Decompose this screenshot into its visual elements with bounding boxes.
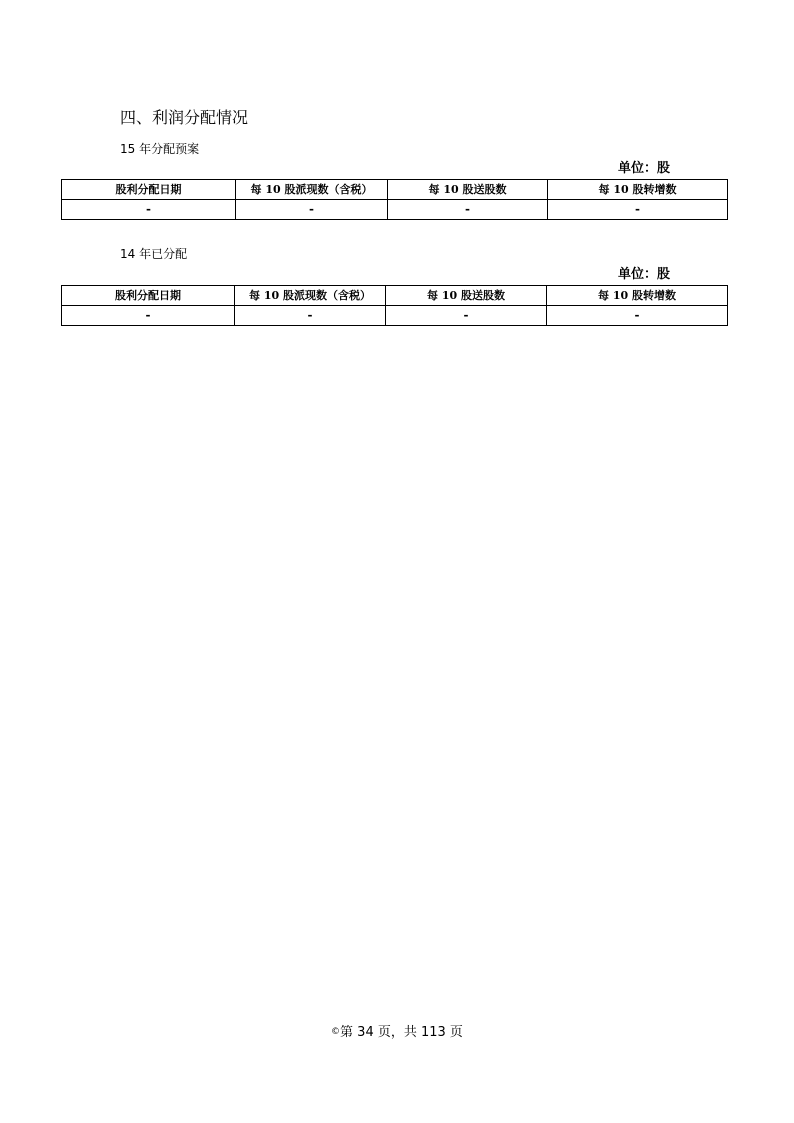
dist-2014-table [61, 285, 728, 326]
header-bonus-per-10: 每 10 股送股数 [388, 180, 548, 200]
cell-transfer-per-10: - [548, 200, 728, 220]
section-title: 四、利润分配情况 [120, 108, 249, 127]
header-transfer-per-10: 每 10 股转增数 [548, 180, 728, 200]
table-header-row [62, 286, 728, 306]
header-dividend-date: 股利分配日期 [62, 180, 236, 200]
table-row [62, 306, 728, 326]
cell-bonus-per-10: - [386, 306, 547, 326]
cell-dividend-date: - [62, 200, 236, 220]
header-bonus-per-10: 每 10 股送股数 [386, 286, 547, 306]
table-row [62, 200, 728, 220]
dist-2014-unit: 单位：股 [618, 267, 671, 282]
cell-cash-per-10: - [235, 306, 386, 326]
plan-2015-title: 15 年分配预案 [120, 142, 200, 156]
cell-transfer-per-10: - [547, 306, 728, 326]
table-header-row [62, 180, 728, 200]
plan-2015-table [61, 179, 728, 220]
cell-cash-per-10: - [236, 200, 388, 220]
header-cash-per-10: 每 10 股派现数（含税） [235, 286, 386, 306]
cell-dividend-date: - [62, 306, 235, 326]
cell-bonus-per-10: - [388, 200, 548, 220]
dist-2014-title: 14 年已分配 [120, 247, 188, 261]
copyright-symbol: © [331, 1027, 341, 1037]
plan-2015-unit: 单位：股 [618, 161, 671, 176]
header-dividend-date: 股利分配日期 [62, 286, 235, 306]
header-transfer-per-10: 每 10 股转增数 [547, 286, 728, 306]
header-cash-per-10: 每 10 股派现数（含税） [236, 180, 388, 200]
page-number: 第 34 页，共 113 页 [340, 1025, 463, 1040]
page-footer [0, 1023, 794, 1042]
